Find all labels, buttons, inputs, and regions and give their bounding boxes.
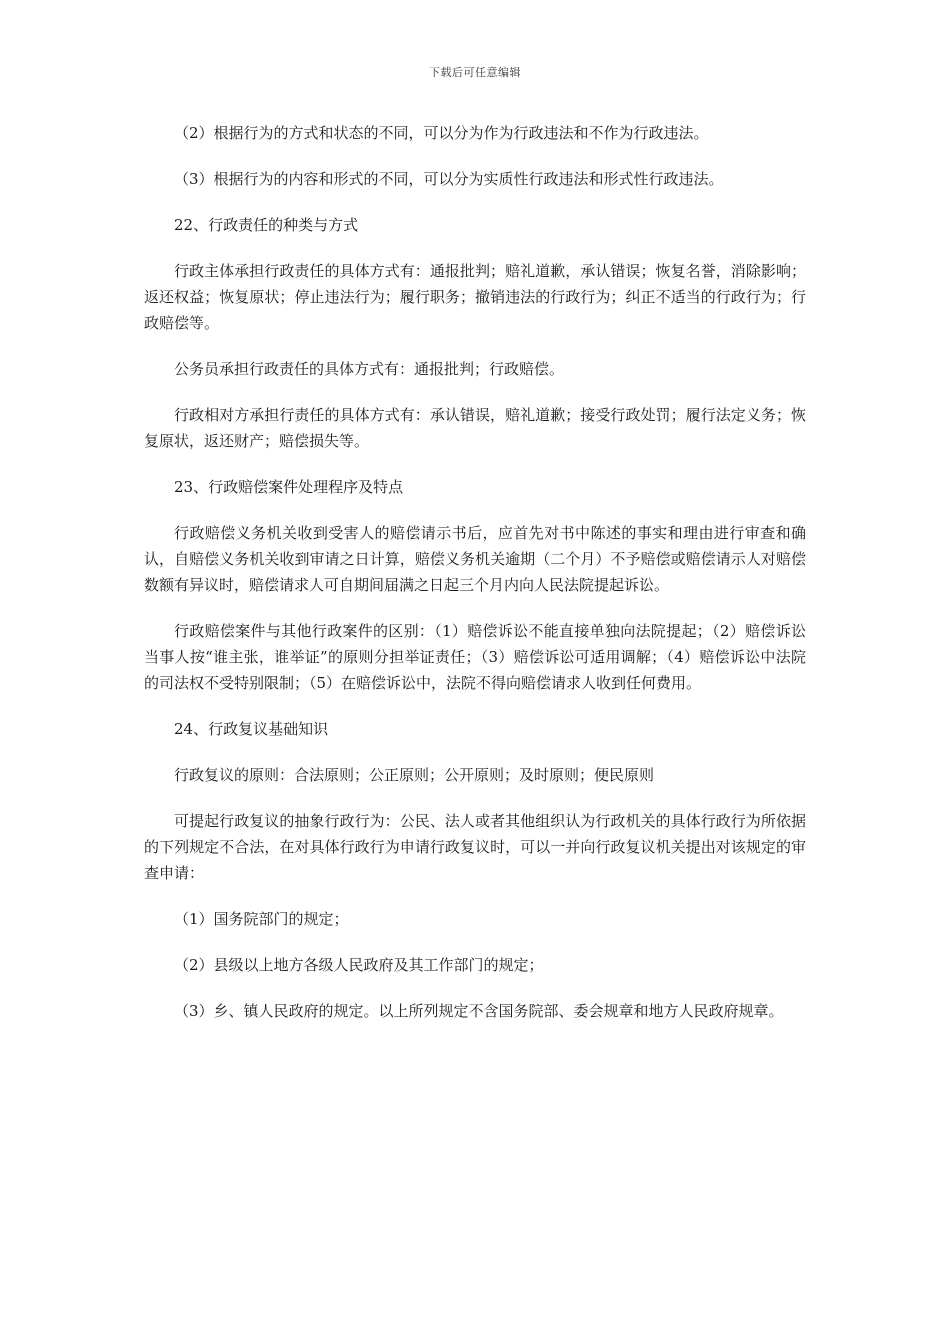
list-item: （3）乡、镇人民政府的规定。以上所列规定不含国务院部、委会规章和地方人民政府规章。 [174,1002,784,1020]
list-item: （1）国务院部门的规定； [174,910,349,928]
list-item: （2）县级以上地方各级人民政府及其工作部门的规定； [174,956,544,974]
paragraph: 行政赔偿案件与其他行政案件的区别：（1）赔偿诉讼不能直接单独向法院提起；（2）赔偿诉讼当事人按“谁主张，谁举证”的原则分担举证责任；（3）赔偿诉讼可适用调解；（4）赔偿诉讼中法院的司法权不受特别限制；（5）在赔偿诉讼中，法院不得向赔偿请求人收到任何费用。 [144,622,806,692]
section-heading: 23、行政赔偿案件处理程序及特点 [174,478,404,496]
paragraph: 行政复议的原则：合法原则；公正原则；公开原则；及时原则；便民原则 [174,766,655,784]
document-body [144,120,806,1044]
section-heading: 24、行政复议基础知识 [174,720,329,738]
paragraph: 行政相对方承担行责任的具体方式有：承认错误，赔礼道歉；接受行政处罚；履行法定义务；恢复原状，返还财产；赔偿损失等。 [144,406,806,450]
paragraph: 公务员承担行政责任的具体方式有：通报批判；行政赔偿。 [174,360,565,378]
page-header: 下载后可任意编辑 [429,66,521,79]
paragraph: 可提起行政复议的抽象行政行为：公民、法人或者其他组织认为行政机关的具体行政行为所依据的下列规定不合法，在对具体行政行为申请行政复议时，可以一并向行政复议机关提出对该规定的审查申请： [144,812,806,882]
section-heading: 22、行政责任的种类与方式 [174,216,359,234]
paragraph: 行政赔偿义务机关收到受害人的赔偿请示书后，应首先对书中陈述的事实和理由进行审查和确认，自赔偿义务机关收到审请之日计算，赔偿义务机关逾期（二个月）不予赔偿或赔偿请示人对赔偿数额有异议时，赔偿请求人可自期间届满之日起三个月内向人民法院提起诉讼。 [144,524,806,594]
paragraph: （3）根据行为的内容和形式的不同，可以分为实质性行政违法和形式性行政违法。 [174,170,724,188]
paragraph: （2）根据行为的方式和状态的不同，可以分为作为行政违法和不作为行政违法。 [174,124,709,142]
paragraph: 行政主体承担行政责任的具体方式有：通报批判；赔礼道歉，承认错误；恢复名誉，消除影响；返还权益；恢复原状；停止违法行为；履行职务；撤销违法的行政行为；纠正不适当的行政行为；行政赔偿等。 [144,262,806,332]
